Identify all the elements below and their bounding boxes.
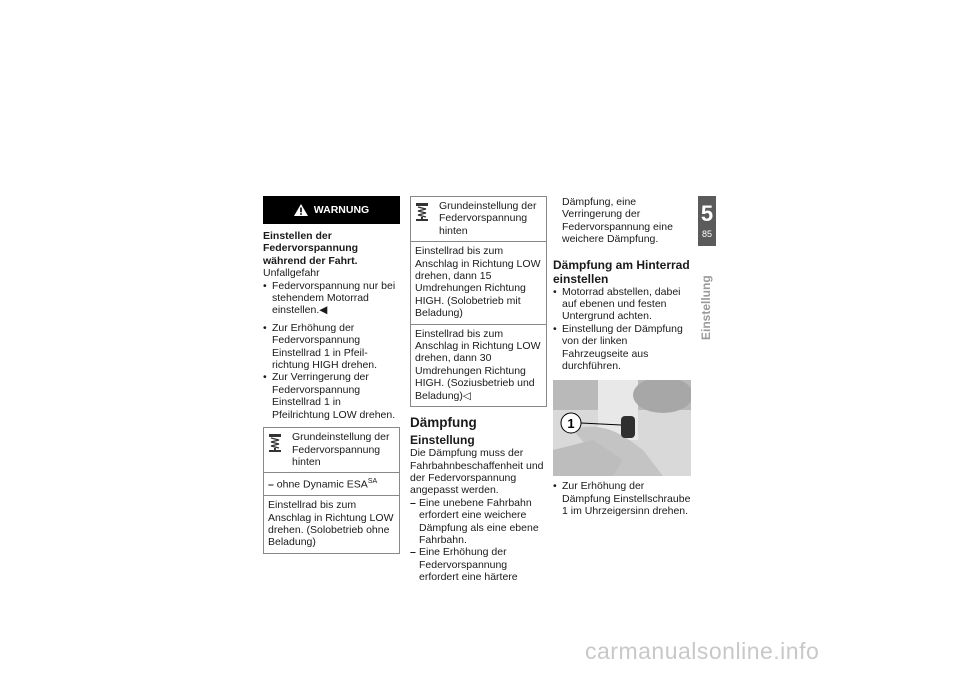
dash-item: – Eine Erhöhung der Federvorspannung erfordert eine härtere — [410, 546, 547, 583]
spec-box-header — [264, 428, 399, 473]
warning-subtitle: Unfallgefahr — [263, 267, 320, 280]
warning-label: WARNUNG — [313, 203, 370, 216]
spec-box-header — [411, 197, 546, 242]
warning-list — [263, 280, 400, 317]
condition-text: ohne Dynamic ESA — [276, 478, 368, 491]
spec-box-condition: – ohne Dynamic $ESA^{SA}$ — [264, 473, 399, 496]
instruction-list-2 — [553, 480, 693, 517]
instruction-bullet: • Zur Erhöhung der Federvorspannung Einstellrad 1 in Pfeilrichtung HIGH drehen. — [263, 322, 400, 372]
instruction-bullet: • Einstellung der Dämpfung von der linken Fahrzeugseite aus durchführen. — [553, 323, 693, 373]
warning-title: Einstellen der Federvorspannung während der Fahrt. — [263, 230, 359, 267]
column-3 — [553, 196, 693, 518]
instruction-list — [553, 286, 693, 373]
watermark-text: carmanualsonline.info — [585, 638, 820, 664]
spec-box-title: Grundeinstellung der Federvorspannung hinten — [439, 200, 537, 237]
warning-triangle-icon — [294, 204, 308, 216]
spec-box-title: Grundeinstellung der Federvorspannung hinten — [292, 431, 390, 468]
instruction-bullet: • Zur Erhöhung der Dämpfung Einstellschraube 1 im Uhrzeigersinn drehen. — [553, 480, 693, 517]
page-number: 85 — [701, 229, 712, 239]
spec-box-row: Einstellrad bis zum Anschlag in Richtung LOW drehen, dann 30 Umdrehungen Richtung HIGH. (Soziusbetrieb und Beladung)◁ — [415, 327, 541, 402]
paragraph: Die Dämpfung muss der Fahrbahnbeschaffenheit und der Federvorspannung angepasst werden. — [410, 447, 544, 497]
chapter-side-label: Einstellung — [699, 275, 713, 340]
warning-banner — [263, 196, 400, 224]
section-title: Dämpfung am Hinterrad einstellen — [553, 257, 690, 286]
spec-box-2 — [410, 196, 547, 407]
spec-box-row: Einstellrad bis zum Anschlag in Richtung LOW drehen, dann 15 Umdrehungen Richtung HIGH. (Solobetrieb mit Beladung) — [411, 242, 546, 324]
spec-box-row: Einstellrad bis zum Anschlag in Richtung LOW drehen. (Solobetrieb ohne Beladung) — [268, 499, 394, 549]
spec-box — [263, 427, 400, 554]
column-2 — [410, 196, 547, 584]
warning-bullet: • Federvorspannung nur bei stehendem Motorrad einstellen.◀ — [263, 280, 400, 317]
shock-absorber-photo — [553, 380, 691, 476]
continuation-text: Dämpfung, eine Verringerung der Federvorspannung eine weichere Dämpfung. — [562, 196, 673, 246]
condition-sup: SA — [367, 478, 378, 486]
instruction-list — [263, 322, 400, 421]
dash-list — [410, 497, 547, 584]
instruction-bullet: • Motorrad abstellen, dabei auf ebenen und festen Untergrund achten. — [553, 286, 693, 323]
section-title: Dämpfung — [410, 415, 477, 431]
column-1 — [263, 196, 400, 554]
subsection-title: Einstellung — [410, 433, 475, 448]
instruction-bullet: • Zur Verringerung der Federvorspannung Einstellrad 1 in Pfeilrichtung LOW drehen. — [263, 371, 400, 421]
chapter-number: 5 — [700, 201, 714, 226]
dash-item: – Eine unebene Fahrbahn erfordert eine weichere Dämpfung als eine ebene Fahrbahn. — [410, 497, 547, 547]
photo-callout: 1 — [567, 416, 575, 432]
spring-adjust-icon — [268, 431, 286, 468]
spring-adjust-icon — [415, 200, 433, 237]
